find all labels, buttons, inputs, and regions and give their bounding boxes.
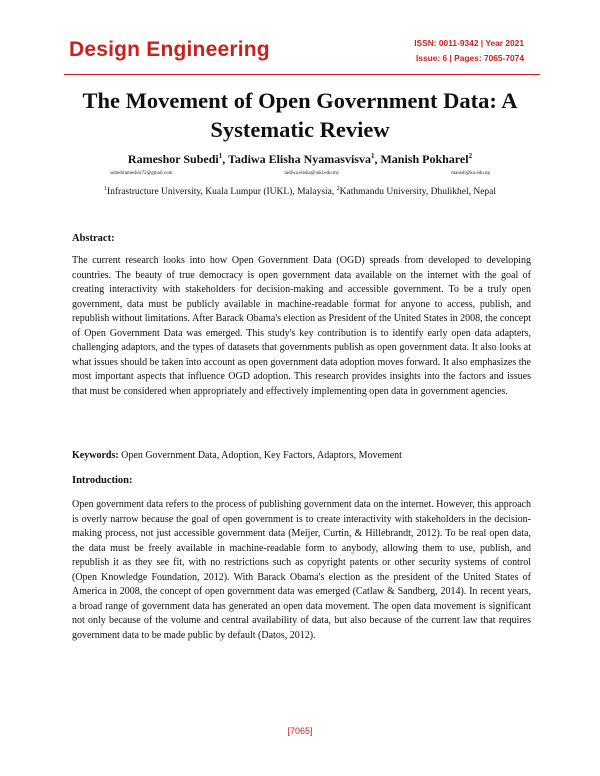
author-name: Rameshor Subedi (127, 152, 219, 166)
introduction-heading: Introduction: (72, 475, 133, 486)
author-name: Tadiwa Elisha Nyamasvisva (228, 152, 371, 166)
issue-line: Issue: 6 | Pages: 7065-7074 (415, 53, 524, 63)
author-email: subedirameshor72@gmail.com (110, 171, 173, 176)
keywords-label: Keywords: (72, 450, 119, 461)
journal-meta (414, 36, 524, 66)
affiliation-text: Kathmandu University, Dhulikhel, Nepal (339, 187, 497, 198)
author-affiliation-mark: 1 (218, 152, 223, 160)
author-name: Manish Pokharel (380, 152, 469, 166)
author-email: manish@ku.edu.np (451, 171, 490, 176)
issn-line: ISSN: 0011-9342 | Year 2021 (414, 38, 524, 48)
author-emails (110, 171, 490, 176)
paper-title: The Movement of Open Government Data: A Systematic Review (82, 88, 518, 142)
affiliations (60, 186, 540, 197)
page-number: [7065] (287, 726, 313, 736)
affiliation-mark: 2 (336, 186, 340, 192)
abstract-body: The current research looks into how Open Government Data (OGD) spreads from developed to developing countries. The beauty of true democracy is open government data available on the internet with the goal of creating interactivity with stakeholders for decision-making and accessible government. To be a truly open government, data must be publicly available in machine-readable format for anyone to access, publish, and republish without limitations. After Barack Obama's election as President of the United States in 2008, the concept of Open Government Data was emerged. This study's key contribution is to identify early open data adapters, challenging adaptors, and the types of datasets that governments publish as open government data. It also looks at what issues should be taken into account as open government data adoption moves forward. It also emphasizes the most important aspects that influence OGD adoption. This research provides insights into the factors and issues that must be considered when appropriately and effectively implementing open data in government agencies. (72, 255, 531, 397)
author-email: tadiwa.elisha@iukl.edu.my (284, 171, 340, 176)
abstract-heading: Abstract: (72, 233, 115, 244)
introduction-body: Open government data refers to the process of publishing government data on the internet. However, this approach is overly narrow because the goal of open government is to create interactivity with stakeholders in the decision-making process, not just accessible government data (Meijer, Curtin, & Hillebrandt, 2012). To be real open data, the data must be freely available in machine-readable form to anybody, allowing them to use, publish, and republish it as they see fit, with no restrictions such as copyright patents or other security systems of control (Open Knowledge Foundation, 2012). With Barack Obama's election as the president of the United States of America in 2008, the concept of open government data was emerged (Catlaw & Sandberg, 2014). In recent years, a broad range of government data has generated an open data movement. The open data movement is significant not only because of the volume and central availability of data, but also because of the current law that requires government data to be made public by default (Datos, 2012). (72, 499, 531, 641)
affiliation-text: Infrastructure University, Kuala Lumpur (IUKL), Malaysia, (106, 187, 337, 198)
keywords-text: Open Government Data, Adoption, Key Factors, Adaptors, Movement (121, 450, 402, 461)
keywords (72, 450, 402, 461)
author-affiliation-mark: 2 (468, 152, 473, 160)
affiliation-mark: 1 (103, 186, 107, 192)
author-list: Rameshor Subedi$^1$, Tadiwa Elisha Nyamasvisva$^1$, Manish Pokharel$^2$ (127, 152, 473, 166)
header-rule (64, 74, 540, 75)
journal-name: Design Engineering (69, 38, 270, 61)
author-affiliation-mark: 1 (370, 152, 375, 160)
